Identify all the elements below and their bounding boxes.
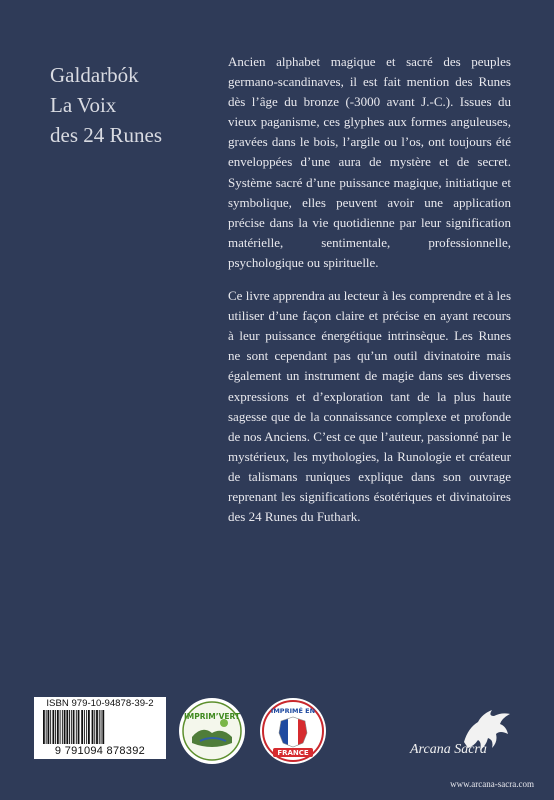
barcode-bar bbox=[84, 710, 85, 744]
france-text: FRANCE bbox=[277, 749, 309, 758]
title-line-2: La Voix bbox=[50, 93, 117, 117]
barcode-bar bbox=[57, 710, 59, 744]
barcode-bar bbox=[60, 710, 61, 744]
barcode-bar bbox=[81, 710, 83, 744]
barcode-bar bbox=[86, 710, 87, 744]
barcode-bar bbox=[92, 710, 94, 744]
barcode-bar bbox=[101, 710, 102, 744]
imprim-vert-logo bbox=[178, 697, 246, 765]
barcode-bar bbox=[50, 710, 51, 744]
barcode-bar bbox=[52, 710, 54, 744]
isbn-number: ISBN 979-10-94878-39-2 bbox=[46, 698, 154, 709]
barcode-bar bbox=[96, 710, 98, 744]
barcode-bar bbox=[102, 710, 104, 744]
blurb bbox=[228, 52, 511, 540]
isbn-barcode-label bbox=[34, 697, 166, 759]
barcode-bar bbox=[46, 710, 47, 744]
barcode-bar bbox=[69, 710, 70, 744]
barcode-bar bbox=[48, 710, 50, 744]
barcode-bar bbox=[76, 710, 77, 744]
barcode bbox=[42, 710, 160, 744]
publisher-name: Arcana Sacra bbox=[410, 742, 487, 757]
barcode-bar bbox=[64, 710, 66, 744]
title-line-3: des 24 Runes bbox=[50, 123, 162, 147]
barcode-bar bbox=[55, 710, 56, 744]
barcode-bar bbox=[71, 710, 72, 744]
barcode-bar bbox=[94, 710, 95, 744]
imprime-en-text: IMPRIMÉ EN bbox=[270, 707, 316, 715]
barcode-bar bbox=[88, 710, 90, 744]
barcode-bar bbox=[99, 710, 100, 744]
barcode-digits: 9 791094 878392 bbox=[54, 745, 146, 757]
barcode-bar bbox=[62, 710, 63, 744]
title-line-1: Galdarbók bbox=[50, 63, 139, 87]
blurb-paragraph-2: Ce livre apprendra au lecteur à les comprendre et à les utiliser d’une façon claire et précise en ayant recours à leur puissance énergétique intrinsèque. Les Runes ne sont cependant pas qu’un outil divinatoire mais également un instrument de magie dans ses diverses expressions et d’exploration tant de la plus haute sagesse que de la connaissance complexe et profonde de nos Anciens. C’est ce que l’auteur, passionné par le mystérieux, les mythologies, la Runologie et créateur de talismans runiques explique dans son ouvrage reprenant les significations ésotériques et divinatoires des 24 Runes du Futhark. bbox=[228, 288, 511, 525]
publisher-url[interactable]: www.arcana-sacra.com bbox=[450, 779, 534, 789]
barcode-bar bbox=[43, 710, 45, 744]
barcode-bar bbox=[66, 710, 68, 744]
barcode-bar bbox=[73, 710, 75, 744]
imprime-en-france-logo bbox=[259, 697, 327, 765]
imprim-vert-text: IMPRIM’VERT bbox=[183, 712, 241, 721]
barcode-bar bbox=[78, 710, 80, 744]
blurb-paragraph-1: Ancien alphabet magique et sacré des peuples germano-scandinaves, il est fait mention des Runes dès l’âge du bronze (-3000 avant J.-C.). Issues du vieux paganisme, ces glyphes aux formes anguleuses, gravées dans le bois, l’argile ou l’os, ont toujours été enveloppées d’une aura de mystère et de secret. Système sacré d’une puissance magique, initiatique et symbolique, elles peuvent avoir une application précise dans la vie quotidienne par leur signification matérielle, sentimentale, professionnelle, psychologique ou spirituelle. bbox=[228, 54, 511, 270]
book-title bbox=[50, 60, 220, 150]
